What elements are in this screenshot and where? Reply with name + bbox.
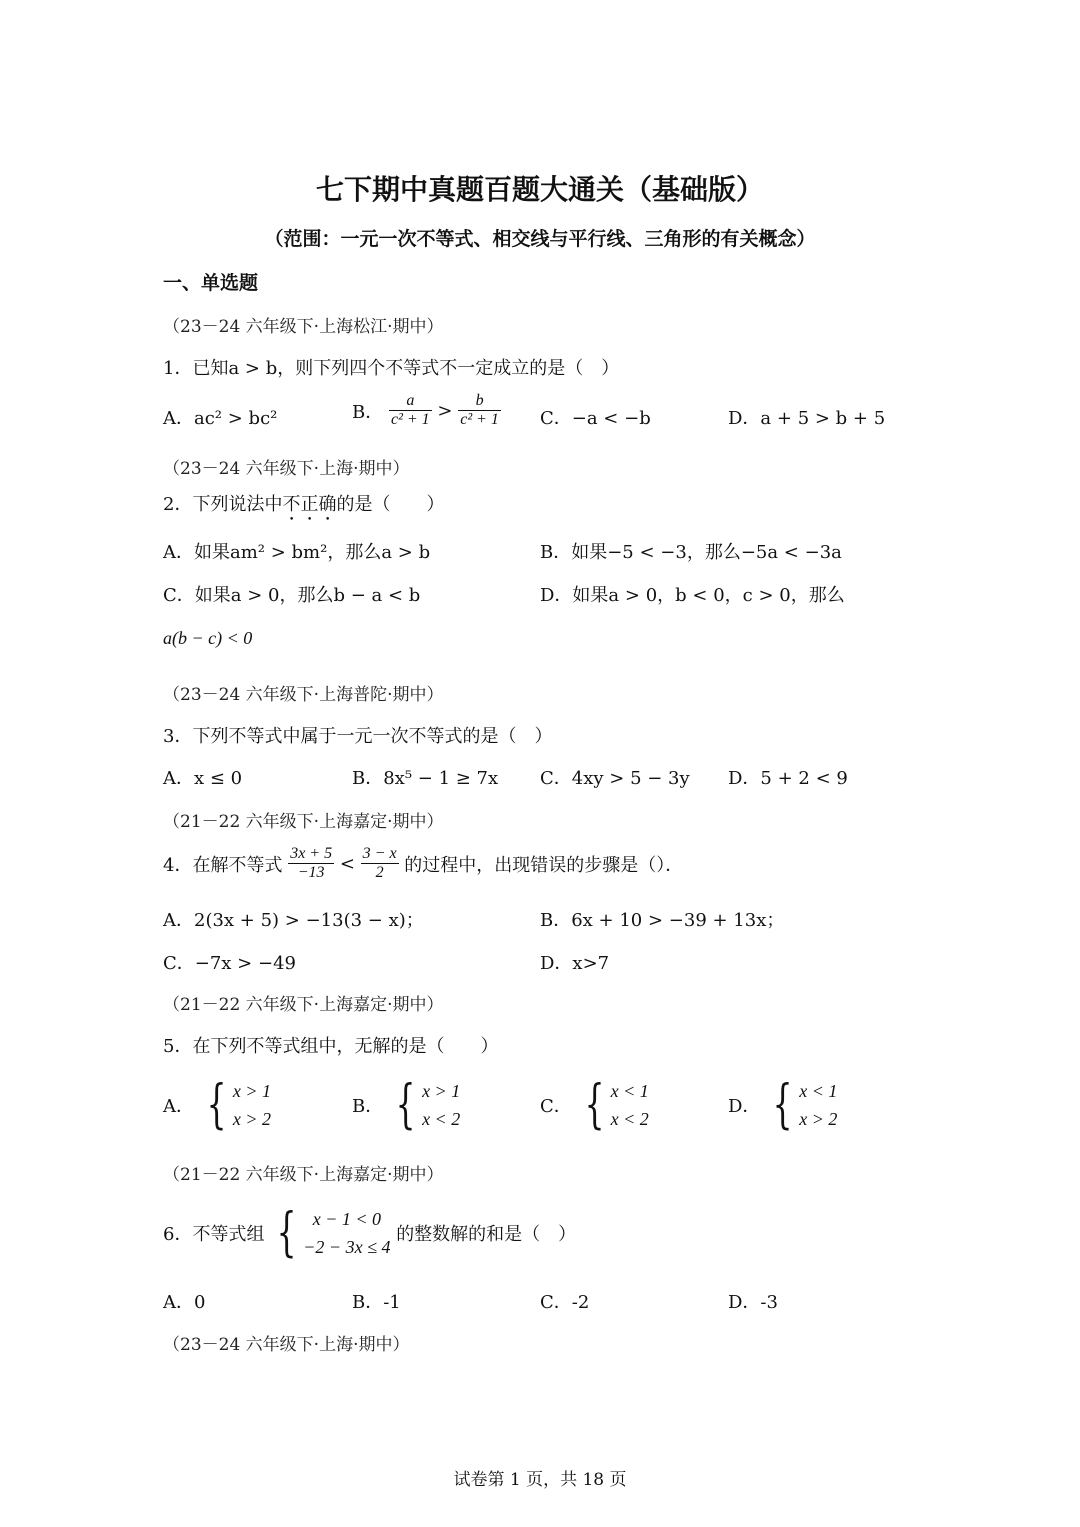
option-d: D．a + 5 > b + 5 — [728, 408, 886, 429]
question-source: （23－24 六年级下·上海·期中） — [163, 459, 410, 479]
option-label: B． — [352, 401, 384, 423]
option-c: C．如果a > 0，那么b − a < b — [163, 585, 421, 606]
option-b — [352, 392, 501, 430]
option-a: A．如果am² > bm²，那么a > b — [163, 542, 431, 563]
system-row: x > 1 — [232, 1081, 271, 1101]
fraction — [389, 392, 432, 430]
stem-text: 的过程中，出现错误的步骤是（）． — [404, 854, 684, 876]
question-source: （23－24 六年级下·上海·期中） — [163, 1335, 410, 1355]
option-label: D． — [728, 1096, 761, 1117]
option-a: A．0 — [163, 1292, 206, 1313]
system-row: −2 − 3x ≤ 4 — [303, 1237, 391, 1257]
option-d: D．5 + 2 < 9 — [728, 768, 848, 789]
denominator: c² + 1 — [390, 411, 430, 429]
question-stem: 1．已知a > b，则下列四个不等式不一定成立的是（ ） — [163, 358, 620, 379]
option-a: A．2(3x + 5) > −13(3 − x)； — [163, 910, 424, 931]
system-row: x > 1 — [422, 1081, 461, 1101]
numerator: 3x + 5 — [288, 845, 334, 864]
fraction — [288, 845, 334, 883]
question-source: （23－24 六年级下·上海普陀·期中） — [163, 685, 444, 705]
inequality-system — [389, 1077, 460, 1133]
option-b: B．如果−5 < −3，那么−5a < −3a — [540, 542, 842, 563]
option-d: D．-3 — [728, 1292, 778, 1313]
left-brace-icon: { — [395, 1075, 416, 1135]
question-source: （21－22 六年级下·上海嘉定·期中） — [163, 1165, 444, 1185]
option-c: C．−a < −b — [540, 408, 651, 429]
stem-text: 的是（ ） — [336, 494, 445, 515]
option-d — [728, 1077, 837, 1133]
left-brace-icon: { — [276, 1203, 297, 1263]
system-row: x − 1 < 0 — [312, 1209, 382, 1229]
question-stem: 3．下列不等式中属于一元一次不等式的是（ ） — [163, 726, 553, 747]
option-b: B．8x⁵ − 1 ≥ 7x — [352, 768, 499, 789]
page-footer: 试卷第 1 页，共 18 页 — [453, 1470, 627, 1490]
operator: > — [437, 400, 453, 422]
option-c — [540, 1077, 649, 1133]
denominator: −13 — [297, 864, 325, 882]
question-stem: 5．在下列不等式组中，无解的是（ ） — [163, 1036, 499, 1057]
stem-text: 的整数解的和是（ ） — [396, 1224, 577, 1245]
page-subtitle: （范围：一元一次不等式、相交线与平行线、三角形的有关概念） — [264, 228, 816, 250]
numerator: b — [458, 392, 501, 411]
option-a — [163, 1077, 271, 1133]
stem-text: 4．在解不等式 — [163, 854, 283, 876]
question-stem — [163, 845, 683, 883]
option-label: A． — [163, 1096, 194, 1117]
fraction — [458, 392, 501, 430]
left-brace-icon: { — [772, 1075, 793, 1135]
stem-text: 2．下列说法中 — [163, 494, 283, 515]
denominator: 2 — [375, 864, 384, 882]
question-source: （21－22 六年级下·上海嘉定·期中） — [163, 995, 444, 1015]
numerator: a — [389, 392, 432, 411]
option-c: C．4xy > 5 − 3y — [540, 768, 690, 789]
system-row: x < 2 — [422, 1109, 461, 1129]
system-row: x < 1 — [799, 1081, 838, 1101]
option-c: C．-2 — [540, 1292, 590, 1313]
option-b — [352, 1077, 460, 1133]
option-b: B．6x + 10 > −39 + 13x； — [540, 910, 785, 931]
option-label: B． — [352, 1096, 384, 1117]
page-title: 七下期中真题百题大通关（基础版） — [315, 173, 764, 206]
option-d: D．x>7 — [540, 953, 610, 974]
option-label: C． — [540, 1096, 572, 1117]
inequality-system — [578, 1077, 649, 1133]
system-row: x > 2 — [799, 1109, 838, 1129]
inequality-system — [270, 1205, 390, 1261]
question-stem — [163, 490, 444, 525]
emphasized-text: 不正确 — [282, 494, 337, 515]
question-source: （23－24 六年级下·上海松江·期中） — [163, 317, 444, 337]
option-b: B．-1 — [352, 1292, 401, 1313]
left-brace-icon: { — [584, 1075, 604, 1135]
question-stem — [163, 1205, 576, 1261]
option-a: A．ac² > bc² — [163, 408, 278, 429]
option-c: C．−7x > −49 — [163, 953, 296, 974]
fraction — [361, 845, 399, 883]
question-source: （21－22 六年级下·上海嘉定·期中） — [163, 812, 444, 832]
system-row: x < 1 — [610, 1081, 649, 1101]
section-heading: 一、单选题 — [163, 272, 259, 294]
inequality-system — [200, 1077, 271, 1133]
denominator: c² + 1 — [460, 411, 499, 429]
operator: < — [339, 853, 355, 875]
numerator: 3 − x — [361, 845, 399, 864]
option-a: A．x ≤ 0 — [163, 768, 243, 789]
left-brace-icon: { — [206, 1075, 227, 1135]
system-row: x < 2 — [610, 1109, 649, 1129]
option-d-continued: a(b − c) < 0 — [163, 628, 253, 648]
system-row: x > 2 — [232, 1109, 271, 1129]
stem-text: 6．不等式组 — [163, 1224, 265, 1245]
option-d: D．如果a > 0，b < 0，c > 0，那么 — [540, 585, 845, 606]
inequality-system — [766, 1077, 837, 1133]
